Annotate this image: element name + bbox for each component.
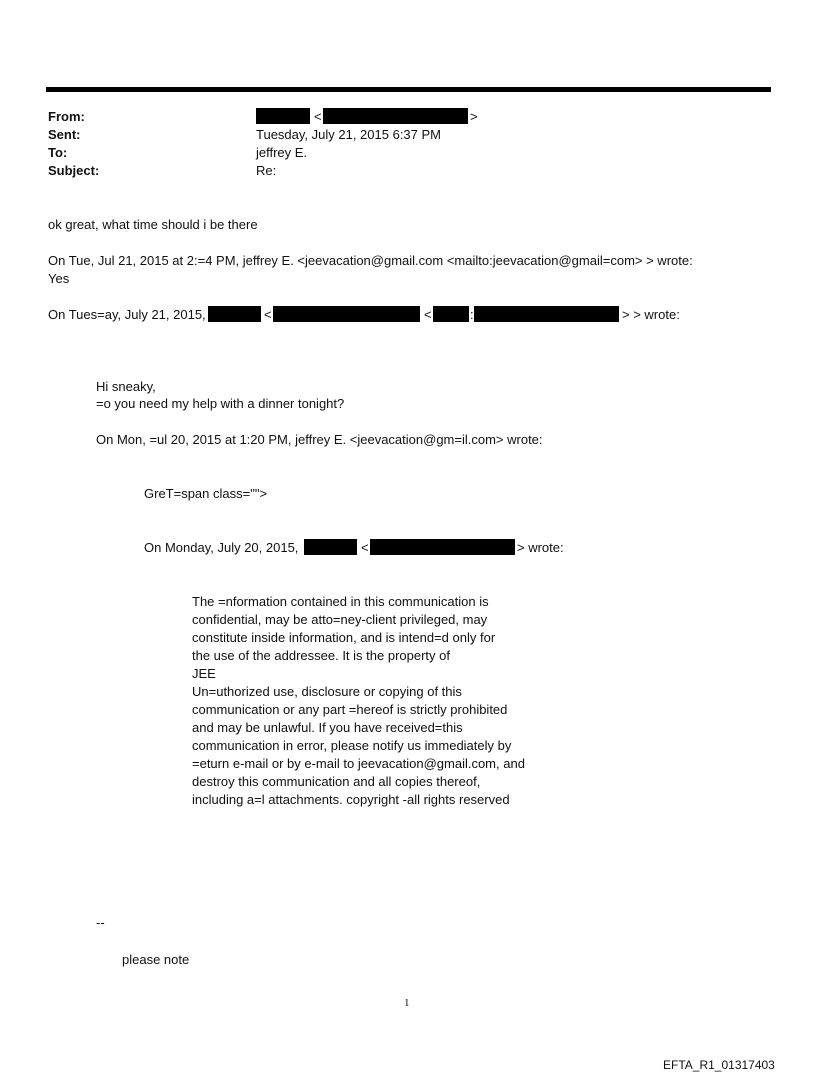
disclaimer-line: The =nformation contained in this communication is bbox=[192, 594, 489, 609]
quote-header-4-suffix: > wrote: bbox=[517, 540, 564, 555]
redaction-q4-email bbox=[370, 539, 515, 555]
redaction-q2-email bbox=[273, 306, 420, 322]
disclaimer-line: =eturn e-mail or by e-mail to jeevacation@gmail.com, and bbox=[192, 756, 525, 771]
to-label: To: bbox=[48, 145, 68, 160]
redaction-q2-name bbox=[208, 306, 261, 322]
sent-value: Tuesday, July 21, 2015 6:37 PM bbox=[256, 127, 441, 142]
quote-header-4-lt: < bbox=[361, 540, 369, 555]
please-note: please note bbox=[122, 952, 190, 967]
disclaimer-line: communication in error, please notify us immediately by bbox=[192, 738, 512, 753]
disclaimer-line: the use of the addressee. It is the property of bbox=[192, 648, 450, 663]
quote-header-2-prefix: On Tues=ay, July 21, 2015, bbox=[48, 307, 206, 322]
body-line-1: ok great, what time should i be there bbox=[48, 217, 258, 232]
redaction-from-email bbox=[323, 108, 468, 124]
signature-dashes: -- bbox=[96, 915, 105, 930]
disclaimer-line: destroy this communication and all copies thereof, bbox=[192, 774, 481, 789]
gret-line: GreT=span class=""> bbox=[144, 486, 268, 501]
disclaimer-line: Un=uthorized use, disclosure or copying of this bbox=[192, 684, 462, 699]
quote-header-4-prefix: On Monday, July 20, 2015, bbox=[144, 540, 299, 555]
redaction-q2-mailto bbox=[433, 306, 469, 322]
quote-header-2-lt: < bbox=[264, 307, 272, 322]
header-rule bbox=[46, 87, 771, 92]
quote-header-2-colon: : bbox=[470, 307, 474, 322]
document-id: EFTA_R1_01317403 bbox=[663, 1058, 775, 1072]
subject-label: Subject: bbox=[48, 163, 100, 178]
sent-label: Sent: bbox=[48, 127, 81, 142]
disclaimer-line: JEE bbox=[192, 666, 216, 681]
to-value: jeffrey E. bbox=[256, 145, 308, 160]
from-label: From: bbox=[48, 109, 85, 124]
disclaimer-line: constitute inside information, and is intend=d only for bbox=[192, 630, 496, 645]
from-lt: < bbox=[314, 109, 322, 124]
reply-yes: Yes bbox=[48, 271, 70, 286]
quote-header-2-lt-2: < bbox=[424, 307, 432, 322]
greeting: Hi sneaky, bbox=[96, 379, 156, 394]
disclaimer-line: including a=l attachments. copyright -all rights reserved bbox=[192, 792, 510, 807]
disclaimer-line: communication or any part =hereof is strictly prohibited bbox=[192, 702, 508, 717]
help-question: =o you need my help with a dinner tonight? bbox=[96, 396, 345, 411]
page-number: 1 bbox=[404, 997, 410, 1009]
from-gt: > bbox=[470, 109, 478, 124]
quote-header-2-suffix: > > wrote: bbox=[622, 307, 680, 322]
redaction-q2-email-2 bbox=[474, 306, 619, 322]
redaction-q4-name bbox=[304, 539, 357, 555]
quote-header-3: On Mon, =ul 20, 2015 at 1:20 PM, jeffrey E. <jeevacation@gm=il.com> wrote: bbox=[96, 432, 543, 447]
disclaimer-line: confidential, may be atto=ney-client privileged, may bbox=[192, 612, 488, 627]
quote-header-1: On Tue, Jul 21, 2015 at 2:=4 PM, jeffrey E. <jeevacation@gmail.com <mailto:jeevacation@gmail=com> > wrote: bbox=[48, 253, 693, 268]
disclaimer-line: and may be unlawful. If you have received=this bbox=[192, 720, 463, 735]
redaction-from-name bbox=[256, 108, 310, 124]
subject-value: Re: bbox=[256, 163, 277, 178]
